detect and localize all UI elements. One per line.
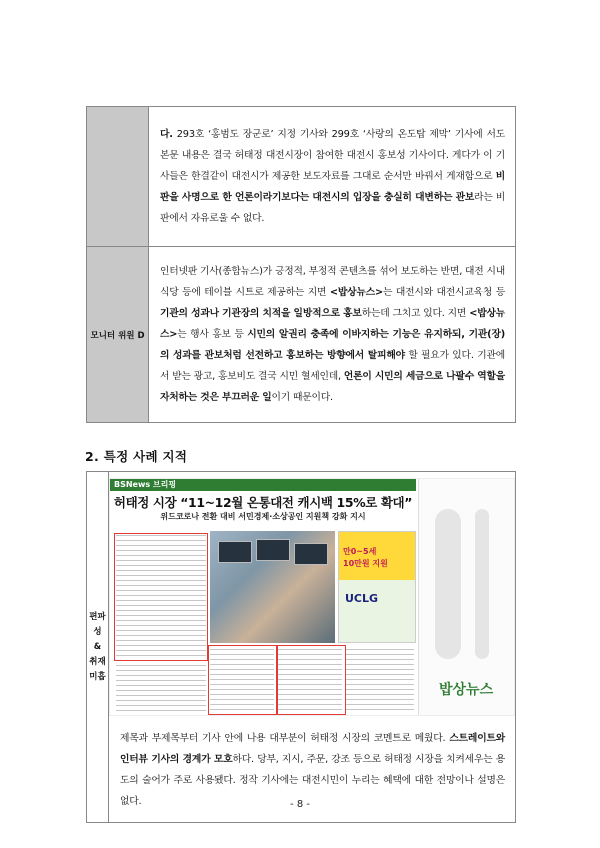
body-text: 는 대전시와 대전시교육청 등	[382, 287, 505, 298]
body-text: 인터넷판 기사(종합뉴스)가 긍정적, 부정적 콘텐츠를 섞어 보도하는 반면, 대전 시내 식당 등에 테이블 시트로 제공하는 지면	[160, 266, 506, 298]
ad-banner	[339, 580, 415, 642]
news-banner	[110, 479, 416, 491]
emphasis-text: <밥상뉴스>	[160, 308, 505, 340]
body-text: 는 행사 홍보 등	[177, 329, 248, 340]
chopstick-graphic	[475, 509, 489, 659]
row-label	[87, 472, 109, 823]
row-content	[149, 247, 516, 423]
ad-banner	[339, 532, 415, 580]
emphasis-text: 언론이 시민의 세금으로 나팔수 역할을 자처하는 것은 부끄러운 일	[160, 371, 505, 403]
label-line: 취재 미흡	[89, 656, 106, 682]
row-label	[87, 107, 149, 247]
body-text: 이기 때문이다.	[271, 392, 333, 403]
body-text: 293호 ‘홍범도 장군로’ 지정 기사와 299호 ‘사랑의 온도탑 제막’ 기사에 서도 본문 내용은 결국 허태정 대전시장이 참여한 대전시 홍보성 기사이다. 게다가 이 기사들은 한결같이 대전시가 제공한 보도자료를 그대로 순서만 바꿔서 게재함으로	[160, 129, 505, 182]
emphasis-text: 기관의 성과나 기관장의 치적을 일방적으로 홍보	[160, 308, 362, 319]
spoon-graphic	[435, 509, 461, 659]
monitor-table	[86, 106, 516, 423]
brand-logo: 밥상뉴스	[439, 682, 494, 698]
body-text: 제목과 부제목부터 기사 안에 나용 대부분이 허태정 시장의 코멘트로 메웠다.	[120, 733, 450, 744]
body-text: 하다. 당부, 지시, 주문, 강조 등으로 허태정 시장을 치켜세우는 용도의 술어가 주로 사용됐다. 정작 기사에는 대전시민이 누리는 혜택에 대한 전망이나 설명은 없다.	[120, 754, 505, 807]
row-content	[109, 472, 516, 823]
label-line: 편파성	[89, 611, 106, 637]
news-photo	[210, 531, 335, 643]
table-row	[87, 247, 516, 423]
news-tag: BSNews 브리핑	[114, 480, 177, 489]
table-row	[87, 107, 516, 247]
body-text: 할 필요가 있다. 기관에서 받는 광고, 홍보비도 결국 시민 혈세인데,	[160, 350, 505, 382]
label-line: &	[93, 641, 102, 652]
list-marker: 다.	[160, 129, 173, 140]
row-content	[149, 107, 516, 247]
case-table	[86, 471, 516, 823]
ad-text: 만0~5세	[343, 547, 377, 556]
body-text: 라는 비판에서 자유로울 수 없다.	[160, 192, 505, 224]
highlight-box	[276, 645, 346, 715]
body-text: 하는데 그치고 있다. 지면	[361, 308, 470, 319]
text-column	[346, 649, 414, 711]
photo-screen	[218, 541, 252, 563]
news-headline: 허태정 시장 “11~12월 온통대전 캐시백 15%로 확대”	[113, 495, 413, 510]
highlight-box	[208, 645, 278, 715]
row-label: 모니터 위원 D	[87, 247, 149, 423]
emphasis-text: <밥상뉴스>	[329, 287, 383, 298]
emphasis-text: 스트레이트와 인터뷰 기사의 경계가 모호	[120, 733, 505, 765]
news-subhead: 위드코로나 전환 대비 서민경제·소상공인 지원책 강화 지시	[160, 512, 366, 521]
ad-logo: UCLG	[345, 592, 379, 605]
newspaper-clipping	[109, 478, 515, 716]
section-title: 2. 특정 사례 지적	[85, 449, 188, 464]
emphasis-text: 비판을 사명으로 한 언론이라기보다는 대전시의 입장을 충실히 대변하는 관보	[160, 171, 505, 203]
photo-screen	[294, 543, 328, 565]
ad-text: 10만원 지원	[343, 559, 388, 568]
page-number: - 8 -	[290, 799, 310, 810]
emphasis-text: 시민의 알권리 충족에 이바지하는 기능은 유지하되, 기관(장)의 성과를 관보처럼 선전하고 홍보하는 방향에서 탈피해야	[160, 329, 505, 361]
side-advert	[418, 479, 515, 716]
table-row	[87, 472, 516, 823]
photo-screen	[256, 539, 290, 561]
highlight-box	[114, 533, 208, 661]
